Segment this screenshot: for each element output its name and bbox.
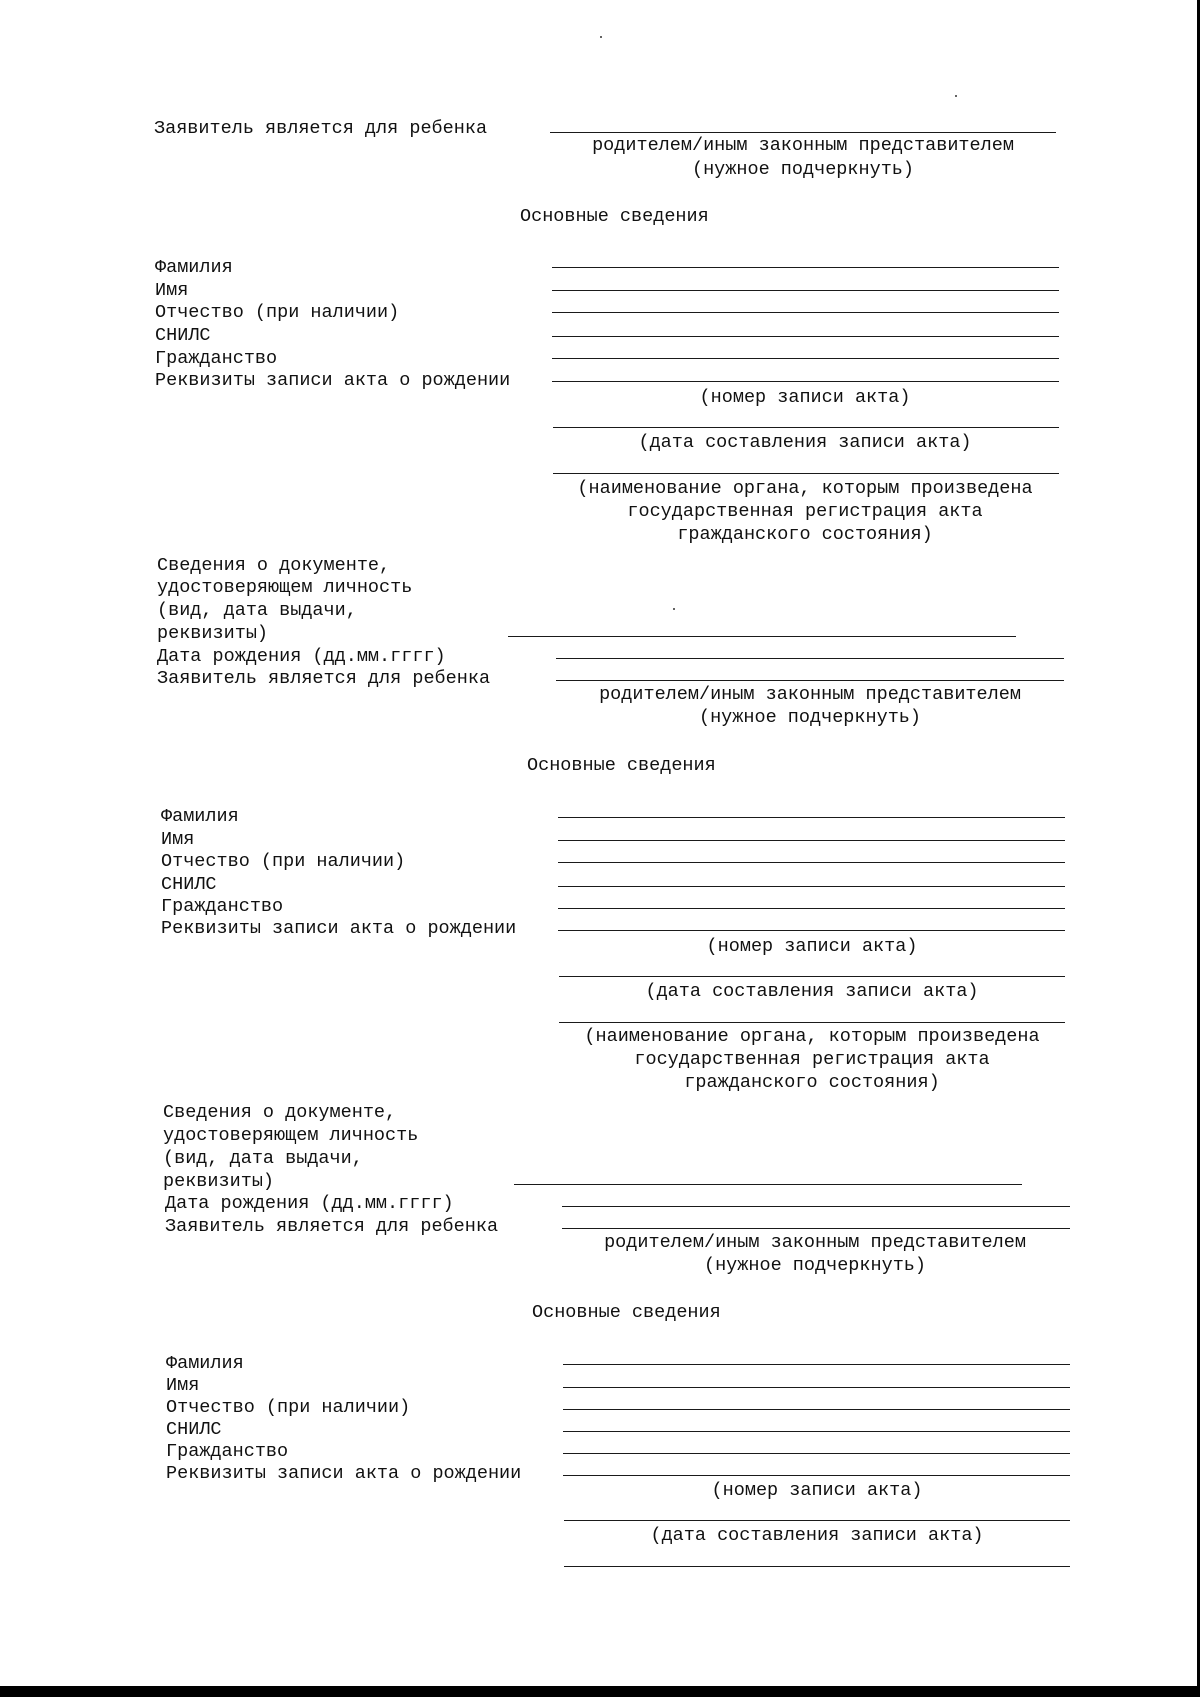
authority-line[interactable]	[559, 1022, 1065, 1023]
snils-label: СНИЛС	[155, 325, 211, 346]
record-number-line[interactable]	[563, 1475, 1070, 1476]
underline-hint: (нужное подчеркнуть)	[698, 707, 922, 728]
citizenship-label: Гражданство	[155, 348, 278, 369]
name-label: Имя	[161, 829, 195, 850]
scan-border-bottom	[0, 1686, 1200, 1697]
birth-date-line[interactable]	[556, 658, 1064, 659]
snils-line[interactable]	[563, 1431, 1070, 1432]
id-doc-line[interactable]	[508, 636, 1016, 637]
applicant-line[interactable]	[562, 1228, 1070, 1229]
surname-label: Фамилия	[166, 1353, 244, 1374]
snils-label: СНИЛС	[161, 874, 217, 895]
birth-date-label: Дата рождения (дд.мм.гггг)	[157, 646, 446, 667]
applicant-label: Заявитель является для ребенка	[154, 118, 488, 139]
applicant-option: родителем/иным законным представителем	[592, 135, 1014, 156]
authority-hint-1: (наименование органа, которым произведена	[584, 1026, 1040, 1047]
authority-hint-3: гражданского состояния)	[677, 524, 933, 545]
name-line[interactable]	[552, 290, 1059, 291]
record-number-hint: (номер записи акта)	[711, 1480, 923, 1501]
snils-line[interactable]	[558, 886, 1065, 887]
id-doc-label-1: Сведения о документе,	[157, 555, 391, 576]
section-title: Основные сведения	[532, 1302, 721, 1323]
applicant-option: родителем/иным законным представителем	[604, 1232, 1026, 1253]
birth-record-label: Реквизиты записи акта о рождении	[161, 918, 517, 939]
surname-label: Фамилия	[155, 257, 233, 278]
id-doc-line[interactable]	[514, 1184, 1022, 1185]
id-doc-label-3: (вид, дата выдачи,	[157, 600, 357, 621]
birth-date-label: Дата рождения (дд.мм.гггг)	[165, 1193, 454, 1214]
scan-speck	[600, 36, 602, 38]
record-date-line[interactable]	[559, 976, 1065, 977]
patronymic-label: Отчество (при наличии)	[155, 302, 400, 323]
applicant-line[interactable]	[556, 680, 1064, 681]
applicant-label: Заявитель является для ребенка	[157, 668, 491, 689]
birth-record-label: Реквизиты записи акта о рождении	[166, 1463, 522, 1484]
authority-hint-2: государственная регистрация акта	[627, 501, 983, 522]
record-number-line[interactable]	[558, 930, 1065, 931]
record-date-hint: (дата составления записи акта)	[645, 981, 979, 1002]
citizenship-label: Гражданство	[166, 1441, 289, 1462]
authority-hint-2: государственная регистрация акта	[634, 1049, 990, 1070]
record-date-line[interactable]	[553, 427, 1059, 428]
underline-hint: (нужное подчеркнуть)	[703, 1255, 927, 1276]
record-date-hint: (дата составления записи акта)	[650, 1525, 984, 1546]
section-title: Основные сведения	[527, 755, 716, 776]
authority-hint-1: (наименование органа, которым произведена	[577, 478, 1033, 499]
record-date-line[interactable]	[564, 1520, 1070, 1521]
applicant-line[interactable]	[550, 132, 1056, 133]
surname-line[interactable]	[563, 1364, 1070, 1365]
id-doc-label-4: реквизиты)	[157, 623, 269, 644]
authority-line[interactable]	[564, 1566, 1070, 1567]
citizenship-line[interactable]	[552, 358, 1059, 359]
authority-hint-3: гражданского состояния)	[684, 1072, 940, 1093]
birth-date-line[interactable]	[562, 1206, 1070, 1207]
citizenship-line[interactable]	[563, 1453, 1070, 1454]
applicant-label: Заявитель является для ребенка	[165, 1216, 499, 1237]
record-date-hint: (дата составления записи акта)	[638, 432, 972, 453]
name-line[interactable]	[563, 1387, 1070, 1388]
authority-line[interactable]	[553, 473, 1059, 474]
id-doc-label-4: реквизиты)	[163, 1171, 275, 1192]
snils-label: СНИЛС	[166, 1419, 222, 1440]
citizenship-line[interactable]	[558, 908, 1065, 909]
id-doc-label-2: удостоверяющем личность	[163, 1125, 419, 1146]
id-doc-label-3: (вид, дата выдачи,	[163, 1148, 363, 1169]
scan-speck	[673, 608, 675, 610]
surname-line[interactable]	[552, 267, 1059, 268]
underline-hint: (нужное подчеркнуть)	[691, 159, 915, 180]
citizenship-label: Гражданство	[161, 896, 284, 917]
patronymic-label: Отчество (при наличии)	[166, 1397, 411, 1418]
birth-record-label: Реквизиты записи акта о рождении	[155, 370, 511, 391]
patronymic-line[interactable]	[563, 1409, 1070, 1410]
patronymic-label: Отчество (при наличии)	[161, 851, 406, 872]
name-label: Имя	[166, 1375, 200, 1396]
surname-label: Фамилия	[161, 806, 239, 827]
name-label: Имя	[155, 280, 189, 301]
surname-line[interactable]	[558, 817, 1065, 818]
snils-line[interactable]	[552, 336, 1059, 337]
patronymic-line[interactable]	[552, 312, 1059, 313]
section-title: Основные сведения	[520, 206, 709, 227]
id-doc-label-1: Сведения о документе,	[163, 1102, 397, 1123]
record-number-hint: (номер записи акта)	[699, 387, 911, 408]
applicant-option: родителем/иным законным представителем	[599, 684, 1021, 705]
id-doc-label-2: удостоверяющем личность	[157, 577, 413, 598]
record-number-hint: (номер записи акта)	[706, 936, 918, 957]
record-number-line[interactable]	[552, 381, 1059, 382]
patronymic-line[interactable]	[558, 862, 1065, 863]
name-line[interactable]	[558, 840, 1065, 841]
scan-speck	[955, 95, 957, 97]
